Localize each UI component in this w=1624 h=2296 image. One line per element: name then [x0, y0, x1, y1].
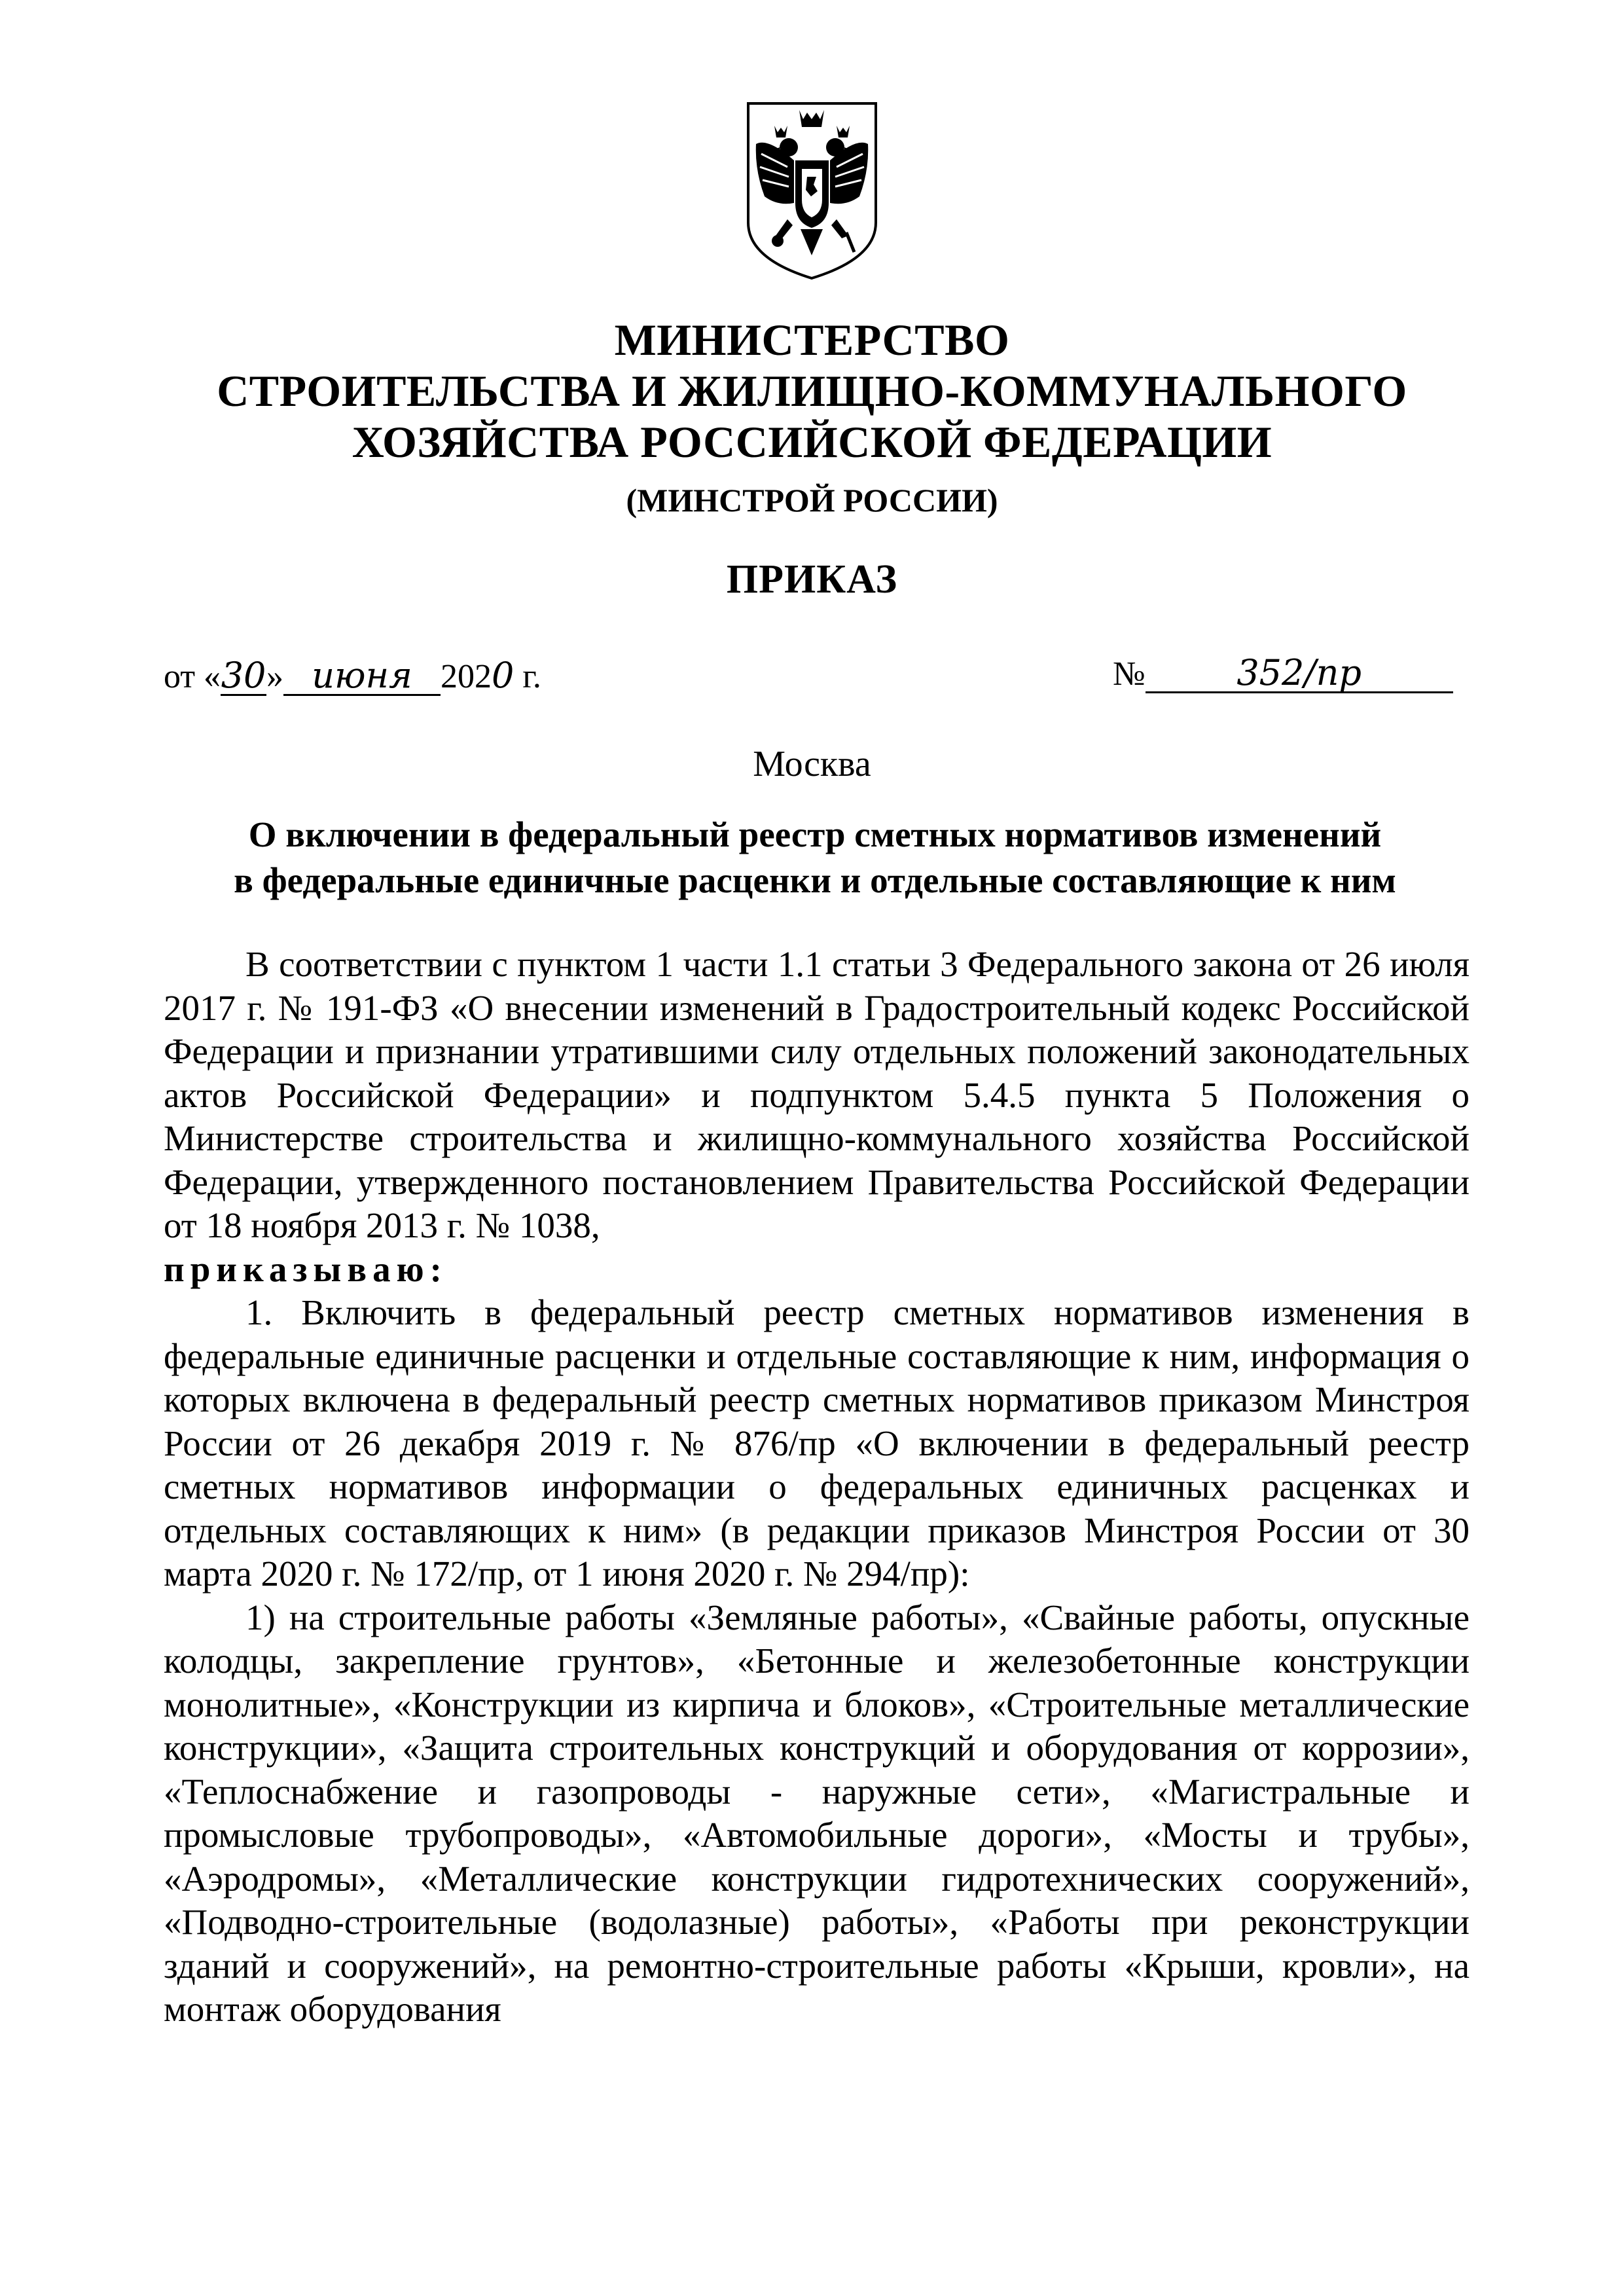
date-year-prefix: 202	[441, 658, 492, 695]
order-word: приказываю:	[164, 1248, 448, 1289]
ministry-short-name: (МИНСТРОЙ РОССИИ)	[626, 482, 998, 519]
ministry-line-2: СТРОИТЕЛЬСТВА И ЖИЛИЩНО-КОММУНАЛЬНОГО	[217, 366, 1407, 416]
date-mid: »	[266, 658, 284, 695]
document-type-title: ПРИКАЗ	[726, 557, 898, 602]
subject-line-1: О включении в федеральный реестр сметных нормативов изменений	[248, 814, 1382, 854]
number-value: 352/пр	[1146, 655, 1453, 693]
body-paragraph-item-1: 1. Включить в федеральный реестр сметных нормативов изменения в федеральные единичные расценки и отдельные составляющие к ним, информация о которых включена в федеральный реестр сметных нормативов приказом Минстроя России от 26 декабря 2019 г. № 876/пр «О включении в федеральный реестр сметных нормативов информации о федеральных единичных расценках и отдельных составляющих к ним» (в редакции приказов Минстроя России от 30 марта 2020 г. № 172/пр, от 1 июня 2020 г. № 294/пр):	[164, 1292, 1470, 1594]
order-number	[1113, 652, 1453, 693]
body-paragraph-subitem-1: 1) на строительные работы «Земляные работы», «Свайные работы, опускные колодцы, закрепление грунтов», «Бетонные и железобетонные конструкции монолитные», «Конструкции из кирпича и блоков», «Строительные металлические конструкции», «Защита строительных конструкций и оборудования от коррозии», «Теплоснабжение и газопроводы - наружные сети», «Магистральные и промысловые трубопроводы», «Автомобильные дороги», «Мосты и трубы», «Аэродромы», «Металлические конструкции гидротехнических сооружений», «Подводно-строительные (водолазные) работы», «Работы при реконструкции зданий и сооружений», на ремонтно-строительные работы «Крыши, кровли», на монтаж оборудования	[164, 1597, 1470, 2029]
ministry-line-3: ХОЗЯЙСТВА РОССИЙСКОЙ ФЕДЕРАЦИИ	[352, 417, 1272, 467]
subject-line-2: в федеральные единичные расценки и отдельные составляющие к ним	[234, 860, 1396, 900]
order-body	[164, 943, 1470, 2032]
number-label: №	[1113, 655, 1146, 693]
order-subject	[164, 812, 1466, 903]
date-year-digit: 0	[492, 655, 514, 696]
order-date	[164, 655, 541, 696]
ministry-name	[0, 314, 1624, 467]
city: Москва	[753, 744, 871, 784]
double-headed-eagle-emblem-icon	[742, 98, 882, 282]
ministry-line-1: МИНИСТЕРСТВО	[614, 315, 1010, 365]
date-suffix: г.	[514, 658, 541, 695]
date-month: июня	[283, 657, 441, 696]
date-prefix: от «	[164, 658, 221, 695]
date-day: 30	[221, 655, 266, 696]
body-paragraph-preamble: В соответствии с пунктом 1 части 1.1 статьи 3 Федерального закона от 26 июля 2017 г. № 191-ФЗ «О внесении изменений в Градостроительный кодекс Российской Федерации и признании утратившими силу отдельных положений законодательных актов Российской Федерации» и подпунктом 5.4.5 пункта 5 Положения о Министерстве строительства и жилищно-коммунального хозяйства Российской Федерации, утвержденного постановлением Правительства Российской Федерации от 18 ноября 2013 г. № 1038,	[164, 944, 1470, 1245]
